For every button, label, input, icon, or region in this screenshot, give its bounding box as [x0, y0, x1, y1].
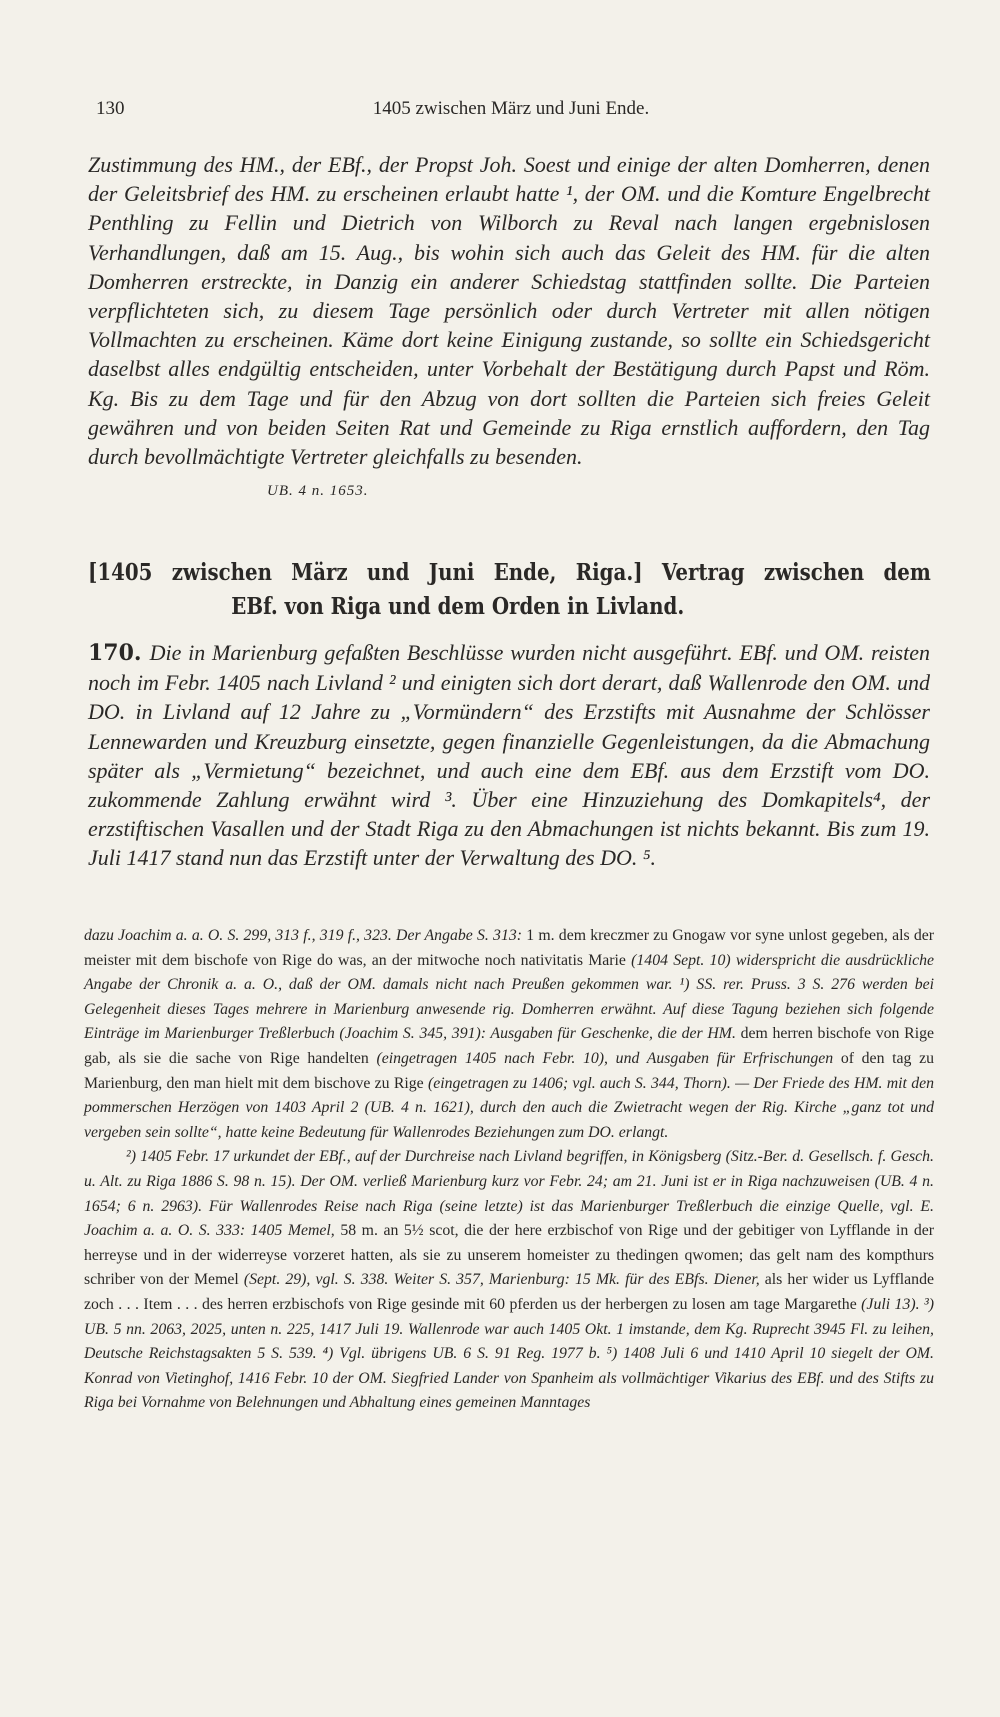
footnote-1: dazu Joachim a. a. O. S. 299, 313 f., 319 f., 323. Der Angabe S. 313: 1 m. dem kreczmer zu Gnogaw vor syne unlost gegeben, als der meister mit dem bischofe von Rige do was, an der mitwoche noch nativitatis Marie (1404 Sept. 10) widerspricht die ausdrückliche Angabe der Chronik a. a. O., daß der OM. damals nicht nach Preußen gekommen war. ¹) SS. rer. Pruss. 3 S. 276 werden bei Gelegenheit dieses Tages mehrere in Marienburg anwesende rig. Domherren erwähnt. Auf diese Tagung beziehen sich folgende Einträge im Marienburger Treßlerbuch (Joachim S. 345, 391): Ausgaben für Geschenke, die der HM. dem herren bischofe von Rige gab, als sie die sache von Rige handelten (eingetragen 1405 nach Febr. 10), und Ausgaben für Erfrischungen of den tag zu Marienburg, den man hielt mit dem bischove zu Rige (eingetragen zu 1406; vgl. auch S. 344, Thorn). — Der Friede des HM. mit den pommerschen Herzögen von 1403 April 2 (UB. 4 n. 1621), durch den auch die Zwietracht wegen der Rig. Kirche „ganz tot und vergeben sein sollte“, hatte keine Bedeutung für Wallenrodes Beziehungen zum DO. erlangt. [84, 927, 935, 1141]
footnote-3: ³) UB. 5 nn. 2063, 2025, unten n. 225, 1417 Juli 19. Wallenrode war auch 1405 Okt. 1 imstande, dem Kg. Ruprecht 3945 Fl. zu leihen, Deutsche Reichstagsakten 5 S. 539. [84, 1295, 935, 1363]
section-paragraph [88, 638, 930, 873]
page-header [96, 98, 926, 128]
citation: UB. 4 n. 1653. [267, 483, 369, 499]
footnotes [84, 924, 934, 1416]
document-number: 170. [88, 640, 142, 666]
heading-line-1: [1405 zwischen März und Juni Ende, Riga.] Vertrag zwischen dem [88, 559, 931, 586]
section-text: Die in Marienburg gefaßten Beschlüsse wurden nicht ausgeführt. EBf. und OM. reisten noch im Febr. 1405 nach Livland ² und einigten sich dort derart, daß Wallenrode den OM. und DO. in Livland auf 12 Jahre zu „Vormündern“ des Erzstifts mit Ausnahme der Schlösser Lennewarden und Kreuzburg einsetzte, gegen finanzielle Gegenleistungen, da die Abmachung später als „Vermietung“ bezeichnet, und auch eine dem EBf. aus dem Erzstift vom DO. zukommende Zahlung erwähnt wird ³. Über eine Hinzuziehung des Domkapitels⁴, der erzstiftischen Vasallen und der Stadt Riga zu den Abmachungen ist nichts bekannt. Bis zum 19. Juli 1417 stand nun das Erzstift unter der Verwaltung des DO. ⁵. [88, 640, 930, 871]
footnote-4: ⁴) Vgl. übrigens UB. 6 S. 91 Reg. 1977 b. [322, 1345, 601, 1363]
heading-line-2: EBf. von Riga und dem Orden in Livland. [231, 593, 685, 620]
page-number: 130 [96, 98, 125, 119]
running-head: 1405 zwischen März und Juni Ende. [372, 98, 650, 119]
footnote-2: ²) 1405 Febr. 17 urkundet der EBf., auf der Durchreise nach Livland begriffen, in Königsberg (Sitz.-Ber. d. Gesellsch. f. Gesch. u. Alt. zu Riga 1886 S. 98 n. 15). Der OM. verließ Marienburg kurz vor Febr. 24; am 21. Juni ist er in Riga nachzuweisen (UB. 4 n. 1654; 6 n. 2963). Für Wallenrodes Reise nach Riga (seine letzte) ist das Marienburger Treßlerbuch die einzige Quelle, vgl. E. Joachim a. a. O. S. 333: 1405 Memel, 58 m. an 5½ scot, die der here erzbischof von Rige und der gebitiger von Lyfflande in der herreyse und in der widerreyse vorzeret hatten, als sie zu unserem homeister zu thedingen qwomen; das gelt nam des kompthurs schriber von der Memel (Sept. 29), vgl. S. 338. Weiter S. 357, Marienburg: 15 Mk. für des EBfs. Diener, als her wider us Lyfflande zoch . . . Item . . . des herren erzbischofs von Rige gesinde mit 60 pferden us der herbergen zu losen am tage Margarethe (Juli 13). ³) UB. 5 nn. 2063, 2025, unten n. 225, 1417 Juli 19. Wallenrode war auch 1405 Okt. 1 imstande, dem Kg. Ruprecht 3945 Fl. zu leihen, Deutsche Reichstagsakten 5 S. 539. ⁴) Vgl. übrigens UB. 6 S. 91 Reg. 1977 b. ⁵) 1408 Juli 6 und 1410 April 10 siegelt der OM. Konrad von Vietinghof, 1416 Febr. 10 der OM. Siegfried Lander von Spanheim als vollmächtiger Vikarius des EBf. und des Stifts zu Riga bei Vornahme von Belehnungen und Abhaltung eines gemeinen Manntages [84, 1148, 935, 1412]
section-heading [88, 556, 931, 624]
top-paragraph: Zustimmung des HM., der EBf., der Propst Joh. Soest und einige der alten Domherren, denen der Geleitsbrief des HM. zu erscheinen erlaubt hatte ¹, der OM. und die Komture Engelbrecht Penthling zu Fellin und Dietrich von Wilborch zu Reval nach langen ergebnislosen Verhandlungen, daß am 15. Aug., bis wohin sich auch das Geleit des HM. für die alten Domherren erstreckte, in Danzig ein anderer Schiedstag stattfinden sollte. Die Parteien verpflichteten sich, zu diesem Tage persönlich oder durch Vertreter mit allen nötigen Vollmachten zu erscheinen. Käme dort keine Einigung zustande, so sollte ein Schiedsgericht daselbst alles endgültig entscheiden, unter Vorbehalt der Bestätigung durch Papst und Röm. Kg. Bis zu dem Tage und für den Abzug von dort sollten die Parteien sich freies Geleit gewähren und von beiden Seiten Rat und Gemeinde zu Riga ernstlich auffordern, den Tag durch bevollmächtigte Vertreter gleichfalls zu besenden. [88, 152, 930, 470]
footnote-5: ⁵) 1408 Juli 6 und 1410 April 10 siegelt der OM. Konrad von Vietinghof, 1416 Febr. 10 der OM. Siegfried Lander von Spanheim als vollmächtiger Vikarius des EBf. und des Stifts zu Riga bei Vornahme von Belehnungen und Abhaltung eines gemeinen Manntages [84, 1345, 934, 1412]
